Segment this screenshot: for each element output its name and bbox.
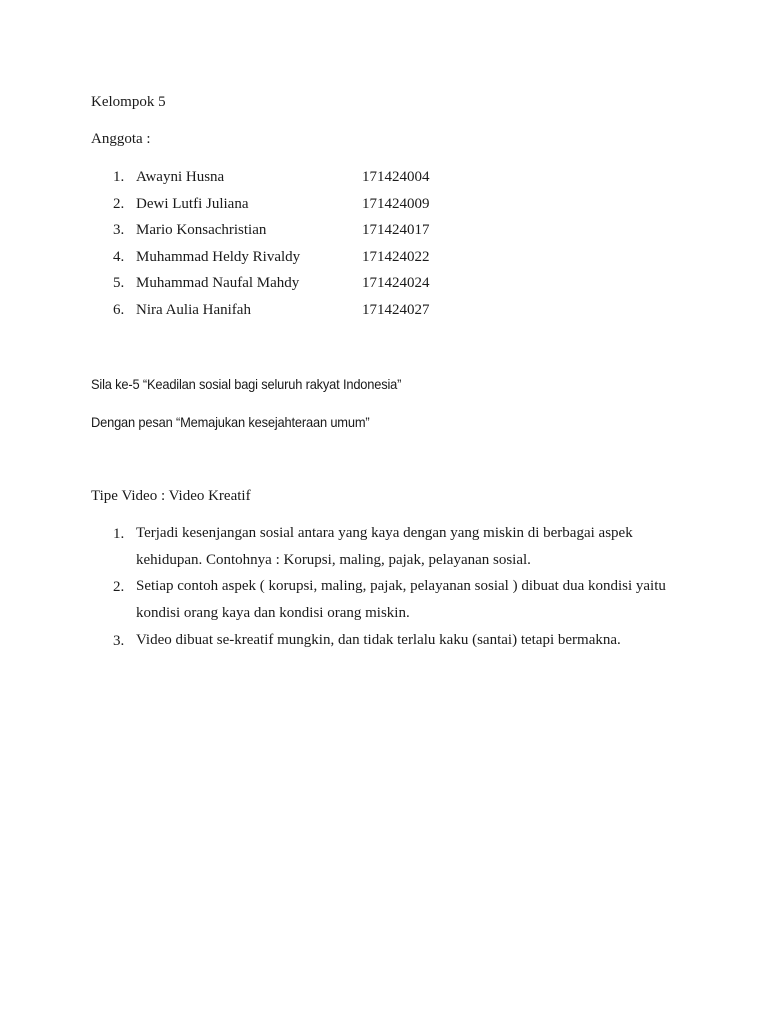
sila-line: Sila ke-5 “Keadilan sosial bagi seluruh rakyat Indonesia” [91, 376, 402, 392]
member-id: 171424022 [362, 249, 430, 265]
point-number: 2. [113, 579, 125, 595]
member-name: Muhammad Heldy Rivaldy [136, 249, 301, 265]
member-id: 171424027 [362, 302, 430, 318]
member-name: Awayni Husna [136, 169, 225, 185]
member-id: 171424009 [362, 196, 430, 212]
member-name: Dewi Lutfi Juliana [136, 196, 249, 212]
member-name: Muhammad Naufal Mahdy [136, 275, 300, 291]
member-number: 1. [113, 169, 125, 185]
member-number: 5. [113, 275, 125, 291]
point-text: Video dibuat se-kreatif mungkin, dan tidak terlalu kaku (santai) tetapi bermakna. [136, 632, 621, 648]
members-label: Anggota : [91, 131, 151, 147]
member-name: Nira Aulia Hanifah [136, 302, 251, 318]
point-text: Terjadi kesenjangan sosial antara yang kaya dengan yang miskin di berbagai aspek kehidupan. Contohnya : Korupsi, maling, pajak, pelayanan sosial. [136, 525, 633, 568]
group-title: Kelompok 5 [91, 94, 166, 110]
video-type: Tipe Video : Video Kreatif [91, 488, 251, 504]
member-id: 171424017 [362, 222, 430, 238]
member-number: 2. [113, 196, 125, 212]
member-name: Mario Konsachristian [136, 222, 267, 238]
point-number: 3. [113, 633, 125, 649]
point-text: Setiap contoh aspek ( korupsi, maling, pajak, pelayanan sosial ) dibuat dua kondisi yaitu kondisi orang kaya dan kondisi orang miskin. [136, 578, 666, 621]
member-number: 3. [113, 222, 125, 238]
member-id: 171424024 [362, 275, 430, 291]
member-id: 171424004 [362, 169, 430, 185]
point-number: 1. [113, 526, 125, 542]
member-number: 4. [113, 249, 125, 265]
member-number: 6. [113, 302, 125, 318]
pesan-line: Dengan pesan “Memajukan kesejahteraan umum” [91, 414, 370, 430]
